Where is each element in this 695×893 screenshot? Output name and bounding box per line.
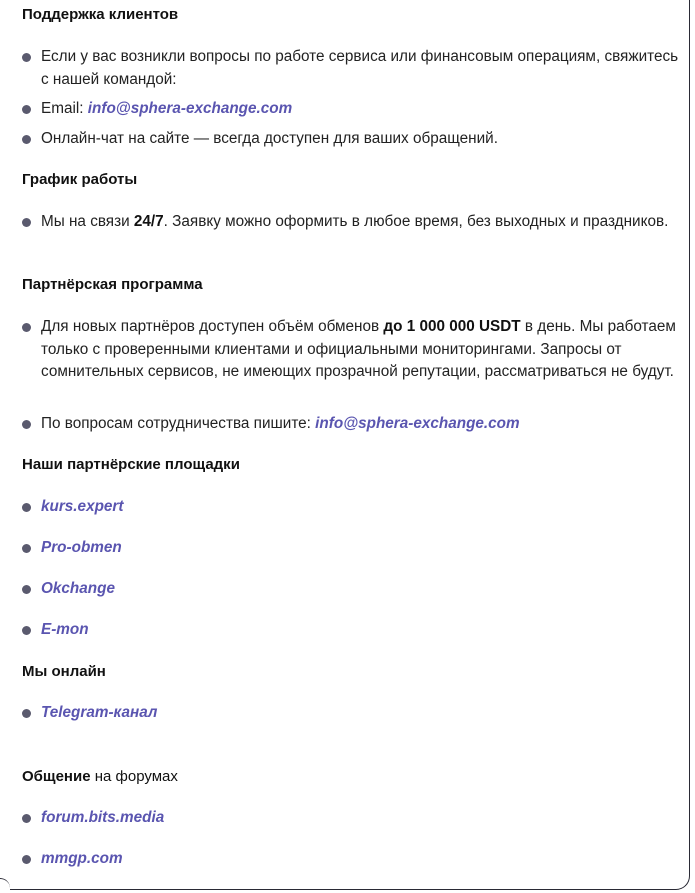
partner-email-link[interactable]: info@sphera-exchange.com	[315, 415, 520, 432]
bullet-icon	[22, 323, 31, 332]
platform-link[interactable]: Pro-obmen	[41, 539, 122, 556]
list-item	[22, 316, 682, 384]
chat-text: Онлайн-чат на сайте — всегда доступен для ваших обращений.	[41, 130, 498, 147]
list-item	[22, 413, 682, 436]
list-item	[22, 46, 682, 91]
forums-heading	[22, 768, 178, 785]
list-item	[22, 98, 682, 121]
partner-text: Для новых партнёров доступен объём обменов	[41, 318, 384, 335]
bullet-icon	[22, 218, 31, 227]
list-item	[22, 537, 682, 560]
partner-text-rest: в день. Мы работаем только с проверенными клиентами и официальными мониторингами. Запросы от сомнительных сервисов, не имеющих прозрачной репутации, рассматриваться не будут.	[41, 318, 676, 380]
partner-contact-label: По вопросам сотрудничества пишите:	[41, 415, 316, 432]
bullet-icon	[22, 503, 31, 512]
bullet-icon	[22, 585, 31, 594]
platform-link[interactable]: kurs.expert	[41, 498, 124, 515]
bullet-icon	[22, 855, 31, 864]
telegram-link[interactable]: Telegram-канал	[41, 704, 158, 721]
forum-link[interactable]: mmgp.com	[41, 850, 123, 867]
partner-volume: до 1 000 000 USDT	[383, 318, 521, 335]
schedule-heading: График работы	[22, 171, 138, 188]
bullet-icon	[22, 135, 31, 144]
bullet-icon	[22, 105, 31, 114]
platforms-heading: Наши партнёрские площадки	[22, 456, 240, 473]
bullet-icon	[22, 53, 31, 62]
forums-heading-rest: на форумах	[90, 768, 178, 785]
list-item	[22, 496, 682, 519]
schedule-hours: 24/7	[133, 213, 164, 230]
bullet-icon	[22, 626, 31, 635]
list-item	[22, 619, 682, 642]
bullet-icon	[22, 709, 31, 718]
online-heading: Мы онлайн	[22, 663, 106, 680]
support-heading: Поддержка клиентов	[22, 6, 179, 23]
list-item	[22, 702, 682, 725]
support-email-link[interactable]: info@sphera-exchange.com	[87, 100, 293, 117]
bullet-icon	[22, 420, 31, 429]
list-item	[22, 807, 682, 830]
partner-heading: Партнёрская программа	[22, 276, 203, 293]
platform-link[interactable]: E-mon	[41, 621, 89, 638]
bullet-icon	[22, 814, 31, 823]
platform-link[interactable]: Okchange	[41, 580, 115, 597]
list-item	[22, 848, 682, 871]
forum-link[interactable]: forum.bits.media	[41, 809, 165, 826]
email-label: Email:	[41, 100, 88, 117]
list-item	[22, 211, 682, 234]
support-text: Если у вас возникли вопросы по работе сервиса или финансовым операциям, свяжитесь с нашей командой:	[41, 48, 679, 88]
list-item	[22, 128, 682, 151]
list-item	[22, 578, 682, 601]
bullet-icon	[22, 544, 31, 553]
schedule-text-rest: . Заявку можно оформить в любое время, без выходных и праздников.	[163, 213, 669, 230]
schedule-text: Мы на связи	[41, 213, 134, 230]
forums-heading-bold: Общение	[22, 768, 91, 785]
